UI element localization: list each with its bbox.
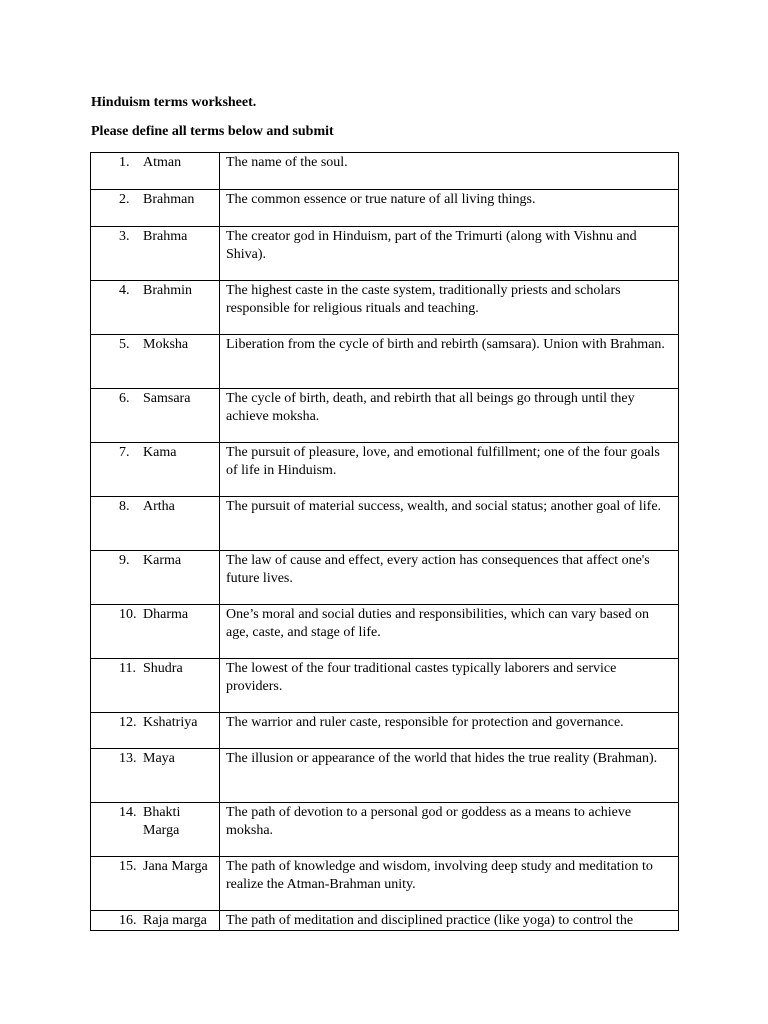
term-number: 4.	[119, 283, 130, 298]
definition-cell	[220, 605, 679, 659]
term-number: 8.	[119, 499, 130, 514]
term-cell	[91, 857, 220, 911]
definition-cell	[220, 857, 679, 911]
table-row	[91, 281, 679, 335]
term-cell	[91, 659, 220, 713]
worksheet-title: Hinduism terms worksheet.	[91, 95, 257, 110]
table-row	[91, 497, 679, 551]
term-definition: The pursuit of material success, wealth, and social status; another goal of life.	[226, 499, 662, 514]
term-definition: The name of the soul.	[226, 155, 348, 170]
term-number: 1.	[119, 155, 130, 170]
term-cell	[91, 190, 220, 227]
table-row	[91, 713, 679, 749]
term-number: 9.	[119, 553, 130, 568]
definition-cell	[220, 659, 679, 713]
term-cell	[91, 803, 220, 857]
term-cell	[91, 605, 220, 659]
definition-cell	[220, 713, 679, 749]
term-definition: The illusion or appearance of the world that hides the true reality (Brahman).	[226, 751, 658, 766]
term-definition: The cycle of birth, death, and rebirth that all beings go through until they achieve moksha.	[226, 391, 635, 424]
term-number: 10.	[119, 607, 137, 622]
term-definition: The pursuit of pleasure, love, and emotional fulfillment; one of the four goals of life in Hinduism.	[226, 445, 660, 478]
term-number: 6.	[119, 391, 130, 406]
term-cell	[91, 153, 220, 190]
definition-cell	[220, 335, 679, 389]
term-definition: The law of cause and effect, every action has consequences that affect one's future lives.	[226, 553, 650, 586]
term-definition: One’s moral and social duties and responsibilities, which can vary based on age, caste, and stage of life.	[226, 607, 650, 640]
term-number: 3.	[119, 229, 130, 244]
table-row	[91, 335, 679, 389]
table-row	[91, 803, 679, 857]
term-number: 12.	[119, 715, 137, 730]
term-name: Atman	[143, 155, 182, 170]
term-number: 15.	[119, 859, 137, 874]
worksheet-instructions: Please define all terms below and submit	[91, 124, 334, 139]
term-definition: The common essence or true nature of all living things.	[226, 192, 536, 207]
term-name: Dharma	[143, 607, 189, 622]
term-name: Brahman	[143, 192, 195, 207]
term-name: Samsara	[143, 391, 191, 406]
term-name: Bhakti Marga	[143, 805, 181, 838]
term-cell	[91, 551, 220, 605]
definition-cell	[220, 551, 679, 605]
term-cell	[91, 335, 220, 389]
term-cell	[91, 389, 220, 443]
term-name: Kama	[143, 445, 177, 460]
definition-cell	[220, 911, 679, 931]
term-name: Kshatriya	[143, 715, 198, 730]
term-name: Raja marga	[143, 913, 207, 928]
table-row	[91, 749, 679, 803]
table-row	[91, 605, 679, 659]
term-definition: The lowest of the four traditional castes typically laborers and service providers.	[226, 661, 617, 694]
table-row	[91, 227, 679, 281]
term-name: Jana Marga	[143, 859, 208, 874]
term-number: 2.	[119, 192, 130, 207]
definition-cell	[220, 803, 679, 857]
definition-cell	[220, 190, 679, 227]
term-number: 14.	[119, 805, 137, 820]
table-row	[91, 551, 679, 605]
definition-cell	[220, 281, 679, 335]
definition-cell	[220, 153, 679, 190]
term-name: Artha	[143, 499, 175, 514]
term-name: Brahma	[143, 229, 188, 244]
term-definition: The path of knowledge and wisdom, involving deep study and meditation to realize the Atman-Brahman unity.	[226, 859, 653, 892]
term-cell	[91, 713, 220, 749]
definition-cell	[220, 389, 679, 443]
term-name: Maya	[143, 751, 175, 766]
term-definition: The warrior and ruler caste, responsible for protection and governance.	[226, 715, 624, 730]
terms-table	[90, 152, 679, 931]
term-definition: The highest caste in the caste system, traditionally priests and scholars responsible for religious rituals and teaching.	[226, 283, 621, 316]
term-cell	[91, 749, 220, 803]
term-number: 13.	[119, 751, 137, 766]
term-number: 16.	[119, 913, 137, 928]
definition-cell	[220, 227, 679, 281]
table-row	[91, 911, 679, 931]
term-name: Karma	[143, 553, 182, 568]
term-number: 11.	[119, 661, 136, 676]
term-definition: Liberation from the cycle of birth and rebirth (samsara). Union with Brahman.	[226, 337, 665, 352]
table-row	[91, 443, 679, 497]
term-name: Moksha	[143, 337, 189, 352]
table-row	[91, 190, 679, 227]
definition-cell	[220, 497, 679, 551]
term-definition: The creator god in Hinduism, part of the Trimurti (along with Vishnu and Shiva).	[226, 229, 637, 262]
table-row	[91, 389, 679, 443]
term-cell	[91, 497, 220, 551]
term-cell	[91, 911, 220, 931]
table-row	[91, 153, 679, 190]
term-cell	[91, 227, 220, 281]
term-name: Shudra	[143, 661, 183, 676]
table-row	[91, 659, 679, 713]
term-number: 5.	[119, 337, 130, 352]
term-definition: The path of devotion to a personal god or goddess as a means to achieve moksha.	[226, 805, 632, 838]
definition-cell	[220, 443, 679, 497]
term-cell	[91, 443, 220, 497]
definition-cell	[220, 749, 679, 803]
term-cell	[91, 281, 220, 335]
term-number: 7.	[119, 445, 130, 460]
table-row	[91, 857, 679, 911]
term-name: Brahmin	[143, 283, 192, 298]
term-definition: The path of meditation and disciplined practice (like yoga) to control the	[226, 913, 634, 928]
